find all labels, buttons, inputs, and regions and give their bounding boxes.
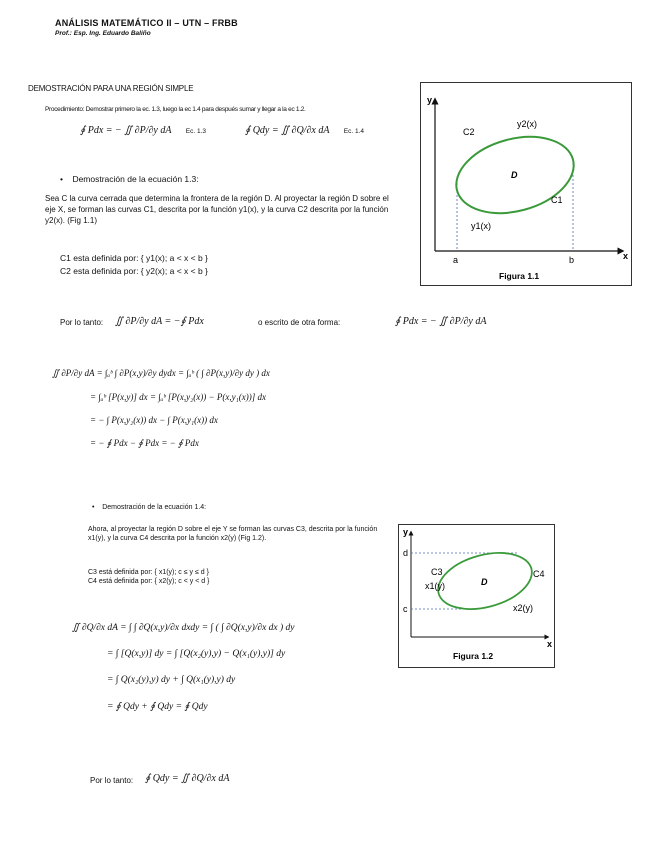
paragraph-1: Sea C la curva cerrada que determina la frontera de la región D. Al proyectar la región D sobre el eje X, se forman las curvas C1, descrita por la función y1(x), y la curva C2 descrita por la función y2(x). (Fig 1.1) bbox=[45, 194, 389, 225]
label-a: a bbox=[453, 255, 459, 265]
deriv1-line-3: = − ∫ P(x,y₂(x)) dx − ∫ P(x,y₁(x)) dx bbox=[90, 415, 218, 425]
author: Prof.: Esp. Ing. Eduardo Baliño bbox=[55, 30, 151, 37]
por-lo-tanto-2: Por lo tanto: bbox=[90, 776, 134, 785]
definition-c2: C2 esta definida por: { y2(x); a < x < b } bbox=[60, 266, 208, 276]
equation-1-4: ∮ Qdy = ∬ ∂Q/∂x dA Ec. 1.4 bbox=[245, 125, 364, 136]
definition-c1: C1 esta definida por: { y1(x); a < x < b } bbox=[60, 253, 208, 263]
definitions-2 bbox=[88, 568, 209, 586]
figure-1-1 bbox=[420, 82, 632, 286]
bullet-1: • Demostración de la ecuación 1.3: bbox=[60, 174, 199, 184]
label-d-region: D bbox=[481, 577, 488, 587]
figure-1-2 bbox=[398, 524, 555, 668]
equation-1-3: ∮ Pdx = − ∬ ∂P/∂y dA Ec. 1.3 bbox=[80, 125, 207, 136]
derivation-1 bbox=[52, 368, 270, 449]
label-c4: C4 bbox=[533, 569, 545, 579]
label-d: d bbox=[403, 548, 409, 558]
deriv1-line-1: ∬ ∂P/∂y dA = ∫ₐᵇ ∫ ∂P(x,y)/∂y dydx = ∫ₐᵇ ( ∫ ∂P(x,y)/∂y dy ) dx bbox=[52, 368, 270, 378]
bullet-2: • Demostración de la ecuación 1.4: bbox=[92, 504, 207, 511]
definitions-1 bbox=[60, 252, 208, 278]
deriv2-line-4: = ∮ Qdy + ∮ Qdy = ∮ Qdy bbox=[107, 702, 208, 712]
por-lo-tanto-1: Por lo tanto: bbox=[60, 318, 104, 327]
label-c2: C2 bbox=[463, 127, 475, 137]
label-y1: y1(x) bbox=[471, 221, 491, 231]
figure-1-2-graphic bbox=[399, 525, 554, 667]
deriv2-line-2: = ∫ [Q(x,y)] dy = ∫ [Q(x₂(y),y) − Q(x₁(y),y)] dy bbox=[107, 649, 286, 659]
label-c3: C3 bbox=[431, 567, 443, 577]
label-b: b bbox=[569, 255, 575, 265]
document-title: ANÁLISIS MATEMÁTICO II – UTN – FRBB bbox=[55, 18, 238, 28]
deriv2-line-1: ∬ ∂Q/∂x dA = ∫ ∫ ∂Q(x,y)/∂x dxdy = ∫ ( ∫ ∂Q(x,y)/∂x dx ) dy bbox=[72, 623, 295, 633]
label-x2: x2(y) bbox=[513, 603, 533, 613]
result-eq-1: ∬ ∂P/∂y dA = −∮ Pdx bbox=[115, 316, 204, 327]
o-escrito: o escrito de otra forma: bbox=[258, 318, 341, 327]
result-eq-1-alt: ∮ Pdx = − ∬ ∂P/∂y dA bbox=[395, 316, 487, 327]
y-axis-label: y bbox=[403, 527, 409, 537]
deriv2-line-3: = ∫ Q(x₂(y),y) dy + ∫ Q(x₁(y),y) dy bbox=[107, 675, 236, 685]
label-y2: y2(x) bbox=[517, 119, 537, 129]
final-equation: ∮ Qdy = ∬ ∂Q/∂x dA bbox=[145, 773, 230, 784]
section-title: DEMOSTRACIÓN PARA UNA REGIÓN SIMPLE bbox=[28, 84, 194, 93]
paragraph-2: Ahora, al proyectar la región D sobre el eje Y se forman las curvas C3, descrita por la función x1(y), y la curva C4 descrita por la función x2(y) (Fig 1.2). bbox=[88, 526, 378, 542]
deriv1-line-4: = − ∮ Pdx − ∮ Pdx = − ∮ Pdx bbox=[90, 438, 199, 448]
procedure-text: Procedimiento: Demostrar primero la ec. 1.3, luego la ec 1.4 para después sumar y llegar a la ec 1.2. bbox=[45, 106, 306, 113]
figure-1-1-graphic bbox=[421, 83, 631, 285]
label-c1: C1 bbox=[551, 195, 563, 205]
derivation-2 bbox=[72, 622, 295, 712]
label-x1: x1(y) bbox=[425, 581, 445, 591]
x-axis-label: x bbox=[623, 251, 629, 261]
y-axis-label: y bbox=[427, 95, 433, 105]
definition-c4: C4 está definida por: { x2(y); c < y < d } bbox=[88, 578, 210, 585]
deriv1-line-2: = ∫ₐᵇ [P(x,y)] dx = ∫ₐᵇ [P(x,y₂(x)) − P(x,y₁(x))] dx bbox=[90, 392, 266, 402]
label-c: c bbox=[403, 604, 408, 614]
x-axis-label: x bbox=[547, 639, 553, 649]
figure-1-1-caption: Figura 1.1 bbox=[499, 271, 540, 281]
definition-c3: C3 está definida por: { x1(y); c ≤ y ≤ d } bbox=[88, 569, 209, 576]
equation-1-3-label: Ec. 1.3 bbox=[185, 128, 207, 135]
equation-1-4-label: Ec. 1.4 bbox=[343, 128, 364, 135]
label-d: D bbox=[511, 170, 518, 180]
figure-1-2-caption: Figura 1.2 bbox=[453, 651, 494, 661]
